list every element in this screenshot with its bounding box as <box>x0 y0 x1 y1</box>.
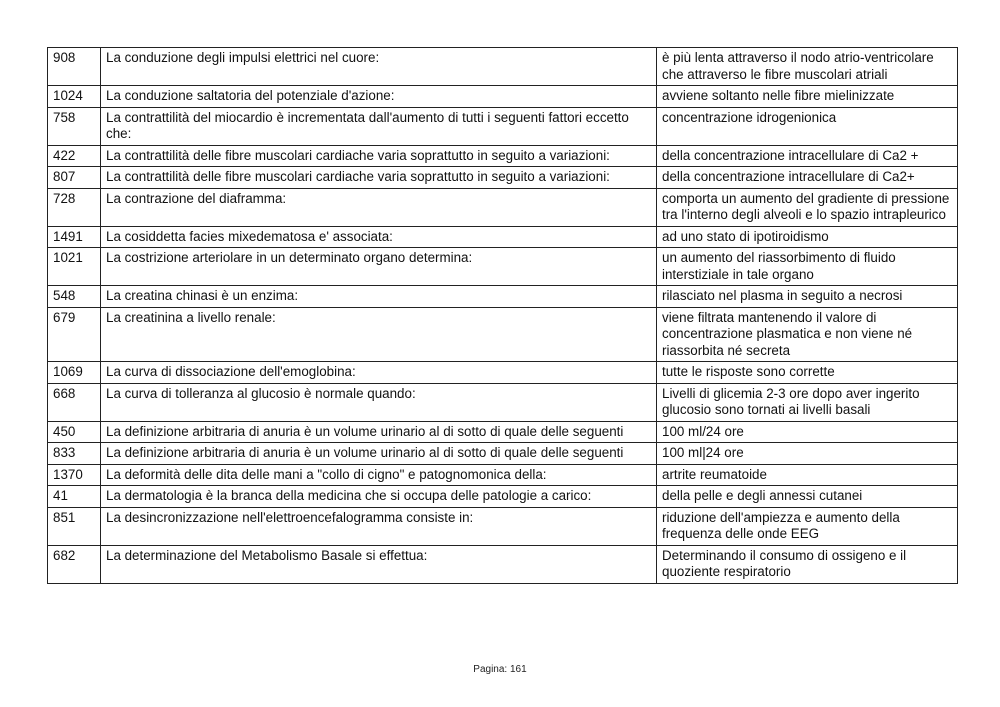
answer-text: della pelle e degli annessi cutanei <box>657 486 958 508</box>
table-row <box>48 107 958 145</box>
question-text: La curva di tolleranza al glucosio è normale quando: <box>101 383 657 421</box>
question-text: La contrattilità del miocardio è incrementata dall'aumento di tutti i seguenti fattori eccetto che: <box>101 107 657 145</box>
question-text: La curva di dissociazione dell'emoglobina: <box>101 362 657 384</box>
answer-text: viene filtrata mantenendo il valore di concentrazione plasmatica e non viene né riassorbita né secreta <box>657 307 958 362</box>
question-number: 758 <box>48 107 101 145</box>
question-text: La definizione arbitraria di anuria è un volume urinario al di sotto di quale delle seguenti <box>101 443 657 465</box>
question-number: 679 <box>48 307 101 362</box>
question-text: La dermatologia è la branca della medicina che si occupa delle patologie a carico: <box>101 486 657 508</box>
table-row <box>48 86 958 108</box>
question-text: La conduzione degli impulsi elettrici nel cuore: <box>101 48 657 86</box>
answer-text: riduzione dell'ampiezza e aumento della frequenza delle onde EEG <box>657 507 958 545</box>
question-number: 1491 <box>48 226 101 248</box>
question-text: La determinazione del Metabolismo Basale si effettua: <box>101 545 657 583</box>
question-number: 450 <box>48 421 101 443</box>
qa-table-body <box>48 48 958 584</box>
question-text: La contrattilità delle fibre muscolari cardiache varia soprattutto in seguito a variazioni: <box>101 145 657 167</box>
table-row <box>48 383 958 421</box>
question-number: 548 <box>48 286 101 308</box>
answer-text: della concentrazione intracellulare di Ca2+ <box>657 167 958 189</box>
answer-text: concentrazione idrogenionica <box>657 107 958 145</box>
question-text: La deformità delle dita delle mani a "collo di cigno" e patognomonica della: <box>101 464 657 486</box>
answer-text: comporta un aumento del gradiente di pressione tra l'interno degli alveoli e lo spazio intrapleurico <box>657 188 958 226</box>
answer-text: un aumento del riassorbimento di fluido interstiziale in tale organo <box>657 248 958 286</box>
answer-text: 100 ml|24 ore <box>657 443 958 465</box>
answer-text: Livelli di glicemia 2-3 ore dopo aver ingerito glucosio sono tornati ai livelli basali <box>657 383 958 421</box>
answer-text: tutte le risposte sono corrette <box>657 362 958 384</box>
question-text: La contrazione del diaframma: <box>101 188 657 226</box>
answer-text: 100 ml/24 ore <box>657 421 958 443</box>
answer-text: della concentrazione intracellulare di Ca2 + <box>657 145 958 167</box>
table-row <box>48 443 958 465</box>
page-number-footer: Pagina: 161 <box>473 664 527 675</box>
answer-text: rilasciato nel plasma in seguito a necrosi <box>657 286 958 308</box>
question-number: 668 <box>48 383 101 421</box>
answer-text: artrite reumatoide <box>657 464 958 486</box>
table-row <box>48 362 958 384</box>
table-row <box>48 545 958 583</box>
question-number: 851 <box>48 507 101 545</box>
table-row <box>48 486 958 508</box>
question-text: La contrattilità delle fibre muscolari cardiache varia soprattutto in seguito a variazioni: <box>101 167 657 189</box>
question-number: 1370 <box>48 464 101 486</box>
table-row <box>48 421 958 443</box>
question-text: La desincronizzazione nell'elettroencefalogramma consiste in: <box>101 507 657 545</box>
table-row <box>48 507 958 545</box>
question-text: La cosiddetta facies mixedematosa e' associata: <box>101 226 657 248</box>
question-text: La definizione arbitraria di anuria è un volume urinario al di sotto di quale delle seguenti <box>101 421 657 443</box>
answer-text: Determinando il consumo di ossigeno e il quoziente respiratorio <box>657 545 958 583</box>
question-number: 807 <box>48 167 101 189</box>
question-number: 833 <box>48 443 101 465</box>
table-row <box>48 464 958 486</box>
question-number: 908 <box>48 48 101 86</box>
qa-table <box>47 47 958 584</box>
table-row <box>48 167 958 189</box>
answer-text: è più lenta attraverso il nodo atrio-ventricolare che attraverso le fibre muscolari atriali <box>657 48 958 86</box>
table-row <box>48 286 958 308</box>
question-number: 682 <box>48 545 101 583</box>
table-row <box>48 307 958 362</box>
question-number: 1069 <box>48 362 101 384</box>
question-number: 1024 <box>48 86 101 108</box>
question-number: 728 <box>48 188 101 226</box>
question-number: 41 <box>48 486 101 508</box>
question-text: La costrizione arteriolare in un determinato organo determina: <box>101 248 657 286</box>
question-number: 1021 <box>48 248 101 286</box>
table-row <box>48 226 958 248</box>
table-row <box>48 48 958 86</box>
answer-text: ad uno stato di ipotiroidismo <box>657 226 958 248</box>
table-row <box>48 145 958 167</box>
table-row <box>48 188 958 226</box>
question-text: La conduzione saltatoria del potenziale d'azione: <box>101 86 657 108</box>
answer-text: avviene soltanto nelle fibre mielinizzate <box>657 86 958 108</box>
question-number: 422 <box>48 145 101 167</box>
question-text: La creatina chinasi è un enzima: <box>101 286 657 308</box>
table-row <box>48 248 958 286</box>
question-text: La creatinina a livello renale: <box>101 307 657 362</box>
